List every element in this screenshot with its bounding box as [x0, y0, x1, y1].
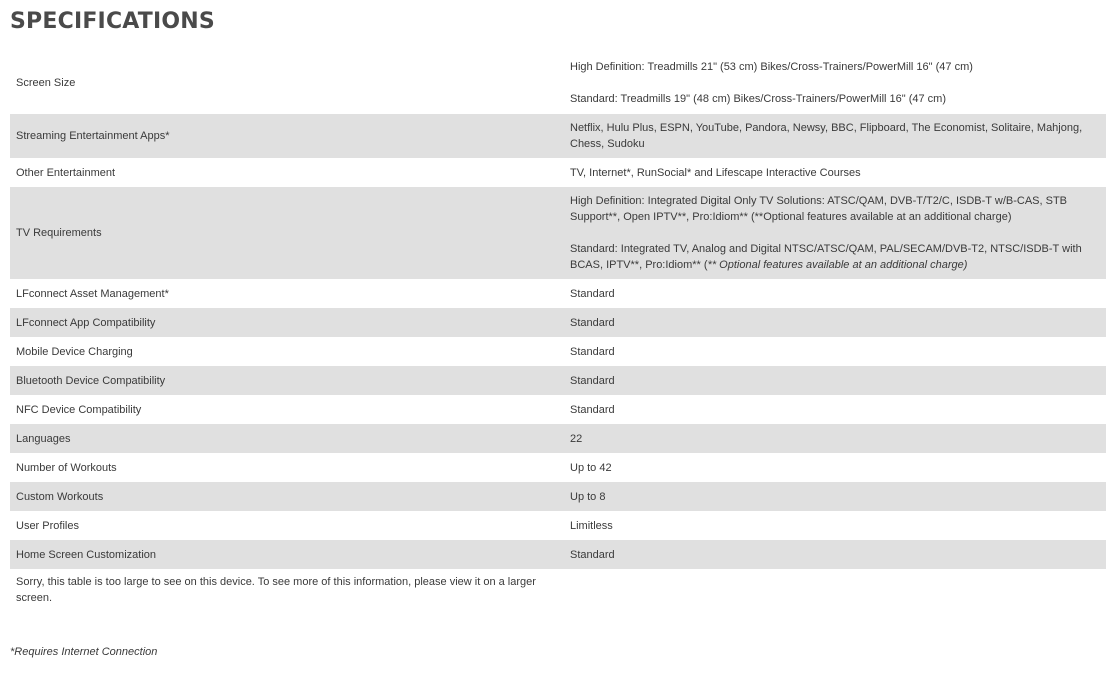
table-row [10, 308, 1106, 337]
table-row [10, 366, 1106, 395]
spec-label: Mobile Device Charging [16, 345, 133, 358]
spec-value: 22 [564, 424, 1106, 453]
spec-label: TV Requirements [10, 187, 564, 279]
spec-label: Screen Size [16, 77, 76, 89]
spec-label: User Profiles [16, 519, 79, 532]
spec-value [564, 187, 1106, 279]
spec-label: Languages [10, 424, 564, 453]
spec-value: Up to 8 [564, 482, 1106, 511]
table-row [10, 424, 1106, 453]
spec-label: Custom Workouts [10, 482, 564, 511]
table-row [10, 114, 1106, 158]
spec-label: NFC Device Compatibility [16, 403, 142, 416]
table-row [10, 279, 1106, 308]
spec-value: Standard [570, 345, 615, 358]
spec-value: Standard [570, 287, 615, 300]
table-row [10, 52, 1106, 114]
spec-value: Netflix, Hulu Plus, ESPN, YouTube, Pandora, Newsy, BBC, Flipboard, The Economist, Solitaire, Mahjong, Chess, Sudoku [564, 114, 1106, 158]
spec-label: Bluetooth Device Compatibility [10, 366, 564, 395]
spec-value-line: High Definition: Integrated Digital Only TV Solutions: ATSC/QAM, DVB-T/T2/C, ISDB-T w/B-CAS, STB Support**, Open IPTV**, Pro:Idiom** (**Optional features available at an additional charge) [570, 195, 1067, 223]
table-row [10, 158, 1106, 187]
spec-value: Standard [564, 540, 1106, 569]
spec-value [564, 52, 1106, 114]
spec-label: Other Entertainment [16, 166, 116, 179]
table-row [10, 187, 1106, 279]
spec-value: Up to 42 [570, 461, 612, 474]
spec-label: Home Screen Customization [10, 540, 564, 569]
spec-label: LFconnect Asset Management* [16, 287, 169, 300]
spec-value: Standard [570, 403, 615, 416]
table-row [10, 337, 1106, 366]
spec-value: Standard [564, 308, 1106, 337]
spec-label: Streaming Entertainment Apps* [10, 114, 564, 158]
table-row [10, 395, 1106, 424]
table-row [10, 482, 1106, 511]
spec-value-line [570, 241, 1100, 273]
small-screen-notice: Sorry, this table is too large to see on this device. To see more of this information, please view it on a larger screen. [16, 576, 536, 604]
spec-value: Standard [564, 366, 1106, 395]
table-row [10, 453, 1106, 482]
footnote: *Requires Internet Connection [10, 646, 158, 658]
spec-value-note: ** Optional features available at an additional charge) [707, 259, 968, 271]
spec-value-text: Standard: Integrated TV, Analog and Digital NTSC/ATSC/QAM, PAL/SECAM/DVB-T2, NTSC/ISDB-T with BCAS, IPTV**, Pro:Idiom** ( [570, 243, 1082, 271]
spec-value-line: High Definition: Treadmills 21" (53 cm) Bikes/Cross-Trainers/PowerMill 16" (47 cm) [570, 61, 973, 73]
page-title: SPECIFICATIONS [10, 9, 215, 34]
spec-value-line: Standard: Treadmills 19" (48 cm) Bikes/Cross-Trainers/PowerMill 16" (47 cm) [570, 93, 947, 105]
spec-value: Limitless [570, 519, 613, 532]
table-row [10, 511, 1106, 540]
spec-value: TV, Internet*, RunSocial* and Lifescape Interactive Courses [570, 166, 861, 179]
spec-label: Number of Workouts [16, 461, 117, 474]
specifications-table [10, 52, 1106, 569]
spec-label: LFconnect App Compatibility [10, 308, 564, 337]
table-row [10, 540, 1106, 569]
